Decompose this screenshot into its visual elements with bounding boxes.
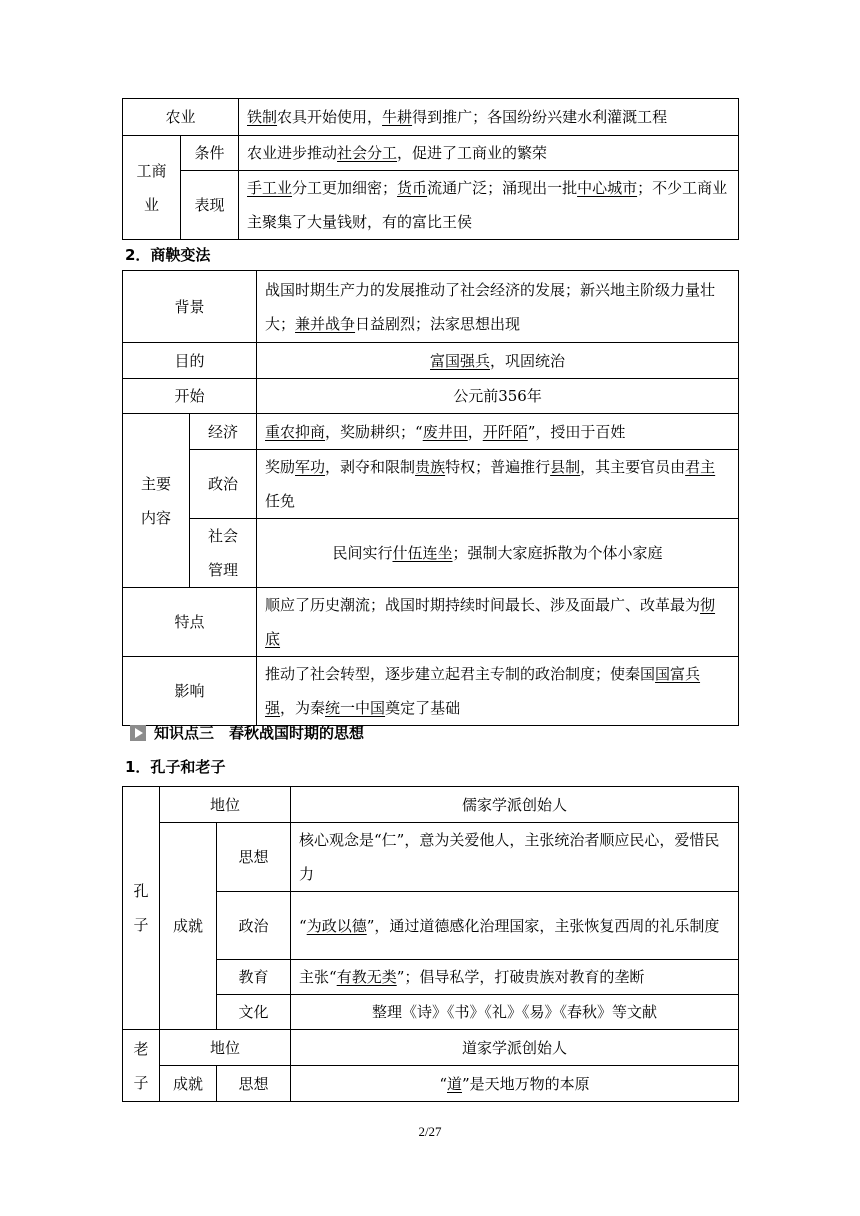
politics-label: 政治 <box>190 450 257 519</box>
k-thought-text: 核心观念是“仁”，意为关爱他人，主张统治者顺应民心，爱惜民力 <box>291 823 739 892</box>
k-education-text: 主张“有教无类”；倡导私学，打破贵族对教育的垄断 <box>291 960 739 995</box>
economy-text: 重农抑商，奖励耕织；“废井田，开阡陌”，授田于百姓 <box>257 414 739 450</box>
play-triangle-icon <box>130 725 146 741</box>
agri-text: 铁制农具开始使用，牛耕得到推广；各国纷纷兴建水利灌溉工程 <box>239 99 739 136</box>
background-text: 战国时期生产力的发展推动了社会经济的发展；新兴地主阶级力量壮大；兼并战争日益剧烈；法家思想出现 <box>257 271 739 343</box>
social-management-label: 社会管理 <box>190 519 257 588</box>
kongzi-label: 孔子 <box>123 787 160 1030</box>
l-achievement-label: 成就 <box>160 1066 217 1102</box>
agri-label: 农业 <box>123 99 239 136</box>
impact-label: 影响 <box>123 657 257 726</box>
k-achievement-label: 成就 <box>160 823 217 1030</box>
commerce-label: 工商业 <box>123 136 181 240</box>
impact-text: 推动了社会转型，逐步建立起君主专制的政治制度；使秦国国富兵强，为秦统一中国奠定了基础 <box>257 657 739 726</box>
performance-text: 手工业分工更加细密；货币流通广泛；涌现出一批中心城市；不少工商业主聚集了大量钱财，有的富比王侯 <box>239 171 739 240</box>
confucius-laozi-table <box>122 786 739 1102</box>
condition-text: 农业进步推动社会分工，促进了工商业的繁荣 <box>239 136 739 171</box>
k-politics-text: “为政以德”，通过道德感化治理国家，主张恢复西周的礼乐制度 <box>291 892 739 960</box>
l-position-label: 地位 <box>160 1030 291 1066</box>
features-text: 顺应了历史潮流；战国时期持续时间最长、涉及面最广、改革最为彻底 <box>257 588 739 657</box>
start-text: 公元前356年 <box>257 379 739 414</box>
k-education-label: 教育 <box>217 960 291 995</box>
heading-shang-yang: 2．商鞅变法 <box>125 246 211 264</box>
heading-confucius-laozi: 1．孔子和老子 <box>125 758 226 776</box>
condition-label: 条件 <box>181 136 239 171</box>
politics-text: 奖励军功，剥夺和限制贵族特权；普遍推行县制，其主要官员由君主任免 <box>257 450 739 519</box>
agriculture-commerce-table <box>122 98 739 240</box>
k-culture-text: 整理《诗》《书》《礼》《易》《春秋》等文献 <box>291 995 739 1030</box>
social-management-text: 民间实行什伍连坐；强制大家庭拆散为个体小家庭 <box>257 519 739 588</box>
shang-yang-reform-table <box>122 270 739 726</box>
k-culture-label: 文化 <box>217 995 291 1030</box>
page-number: 2/27 <box>418 1124 442 1139</box>
performance-label: 表现 <box>181 171 239 240</box>
k-politics-label: 政治 <box>217 892 291 960</box>
k-position-label: 地位 <box>160 787 291 823</box>
l-thought-label: 思想 <box>217 1066 291 1102</box>
economy-label: 经济 <box>190 414 257 450</box>
main-content-label: 主要内容 <box>123 414 190 588</box>
start-label: 开始 <box>123 379 257 414</box>
section-heading-3 <box>130 722 364 743</box>
background-label: 背景 <box>123 271 257 343</box>
l-position-text: 道家学派创始人 <box>291 1030 739 1066</box>
goal-text: 富国强兵，巩固统治 <box>257 343 739 379</box>
features-label: 特点 <box>123 588 257 657</box>
goal-label: 目的 <box>123 343 257 379</box>
section-3-title: 知识点三 春秋战国时期的思想 <box>154 724 365 742</box>
k-thought-label: 思想 <box>217 823 291 892</box>
k-position-text: 儒家学派创始人 <box>291 787 739 823</box>
laozi-label: 老子 <box>123 1030 160 1102</box>
l-thought-text: “道”是天地万物的本原 <box>291 1066 739 1102</box>
